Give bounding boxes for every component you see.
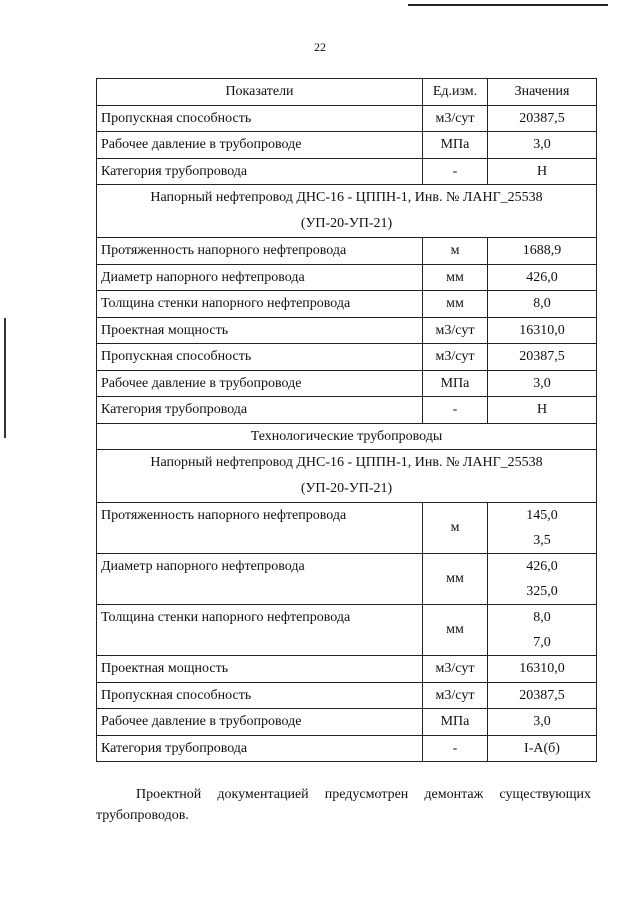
row-unit: м3/сут [423,317,488,344]
table-row [97,317,597,344]
row-label: Проектная мощность [97,317,423,344]
row-label: Категория трубопровода [97,397,423,424]
header-unit: Ед.изм. [423,79,488,106]
section-title [97,450,597,503]
row-unit: - [423,735,488,762]
header-indicator: Показатели [97,79,423,106]
row-unit: м3/сут [423,656,488,683]
row-unit: м3/сут [423,344,488,371]
section-title-row [97,450,597,503]
row-unit: МПа [423,709,488,736]
table-row [97,344,597,371]
row-label: Диаметр напорного нефтепровода [97,554,423,605]
table-row [97,158,597,185]
row-label: Рабочее давление в трубопроводе [97,370,423,397]
section-title-line2: (УП-20-УП-21) [300,216,393,231]
section-title-line2: (УП-20-УП-21) [300,481,393,496]
row-unit: - [423,158,488,185]
binding-mark [4,318,6,438]
row-label: Протяженность напорного нефтепровода [97,503,423,554]
row-values [488,503,597,554]
table-row [97,264,597,291]
row-value-2: 325,0 [526,584,558,599]
row-unit: м [423,503,488,554]
row-value: Н [488,397,597,424]
row-unit: м3/сут [423,105,488,132]
section-title [97,185,597,238]
row-unit: - [423,397,488,424]
row-label: Пропускная способность [97,682,423,709]
row-value: 16310,0 [488,317,597,344]
section-title-row [97,185,597,238]
table-row [97,238,597,265]
row-unit: МПа [423,370,488,397]
row-label: Рабочее давление в трубопроводе [97,709,423,736]
row-unit: м3/сут [423,682,488,709]
section-title-line1: Напорный нефтепровод ДНС-16 - ЦППН-1, Инв. № ЛАНГ_25538 [150,455,543,470]
page-number: 22 [314,40,326,54]
row-label: Категория трубопровода [97,158,423,185]
table-row [97,291,597,318]
row-label: Пропускная способность [97,344,423,371]
row-value-1: 145,0 [526,508,558,523]
specifications-table [96,78,597,762]
row-value: 8,0 [488,291,597,318]
top-rule [408,4,608,6]
row-value: 3,0 [488,370,597,397]
table-row [97,605,597,656]
row-label: Толщина стенки напорного нефтепровода [97,605,423,656]
row-value: Н [488,158,597,185]
row-value-1: 426,0 [526,559,558,574]
row-value: 3,0 [488,132,597,159]
row-value: I-А(б) [488,735,597,762]
table-row [97,735,597,762]
row-label: Диаметр напорного нефтепровода [97,264,423,291]
row-label: Рабочее давление в трубопроводе [97,132,423,159]
row-label: Толщина стенки напорного нефтепровода [97,291,423,318]
table-row [97,682,597,709]
section-heading: Технологические трубопроводы [97,423,597,450]
row-value: 1688,9 [488,238,597,265]
row-value-1: 8,0 [533,610,551,625]
table-row [97,554,597,605]
table-row [97,370,597,397]
section-heading-row [97,423,597,450]
row-value: 426,0 [488,264,597,291]
row-value: 3,0 [488,709,597,736]
row-label: Протяженность напорного нефтепровода [97,238,423,265]
row-value: 16310,0 [488,656,597,683]
row-label: Проектная мощность [97,656,423,683]
row-value: 20387,5 [488,105,597,132]
row-values [488,554,597,605]
row-unit: м [423,238,488,265]
row-unit: мм [423,554,488,605]
row-values [488,605,597,656]
row-label: Категория трубопровода [97,735,423,762]
footer-paragraph: Проектной документацией предусмотрен демонтаж существующих трубопроводов. [96,787,591,823]
section-title-line1: Напорный нефтепровод ДНС-16 - ЦППН-1, Инв. № ЛАНГ_25538 [150,190,543,205]
row-value: 20387,5 [488,344,597,371]
row-value-2: 7,0 [533,635,551,650]
row-unit: мм [423,605,488,656]
row-unit: мм [423,264,488,291]
row-value: 20387,5 [488,682,597,709]
table-row [97,132,597,159]
row-unit: МПа [423,132,488,159]
table-row [97,105,597,132]
header-value: Значения [488,79,597,106]
row-value-2: 3,5 [533,533,551,548]
table-row [97,503,597,554]
table-row [97,709,597,736]
row-label: Пропускная способность [97,105,423,132]
table-row [97,656,597,683]
row-unit: мм [423,291,488,318]
table-header-row [97,79,597,106]
table-row [97,397,597,424]
